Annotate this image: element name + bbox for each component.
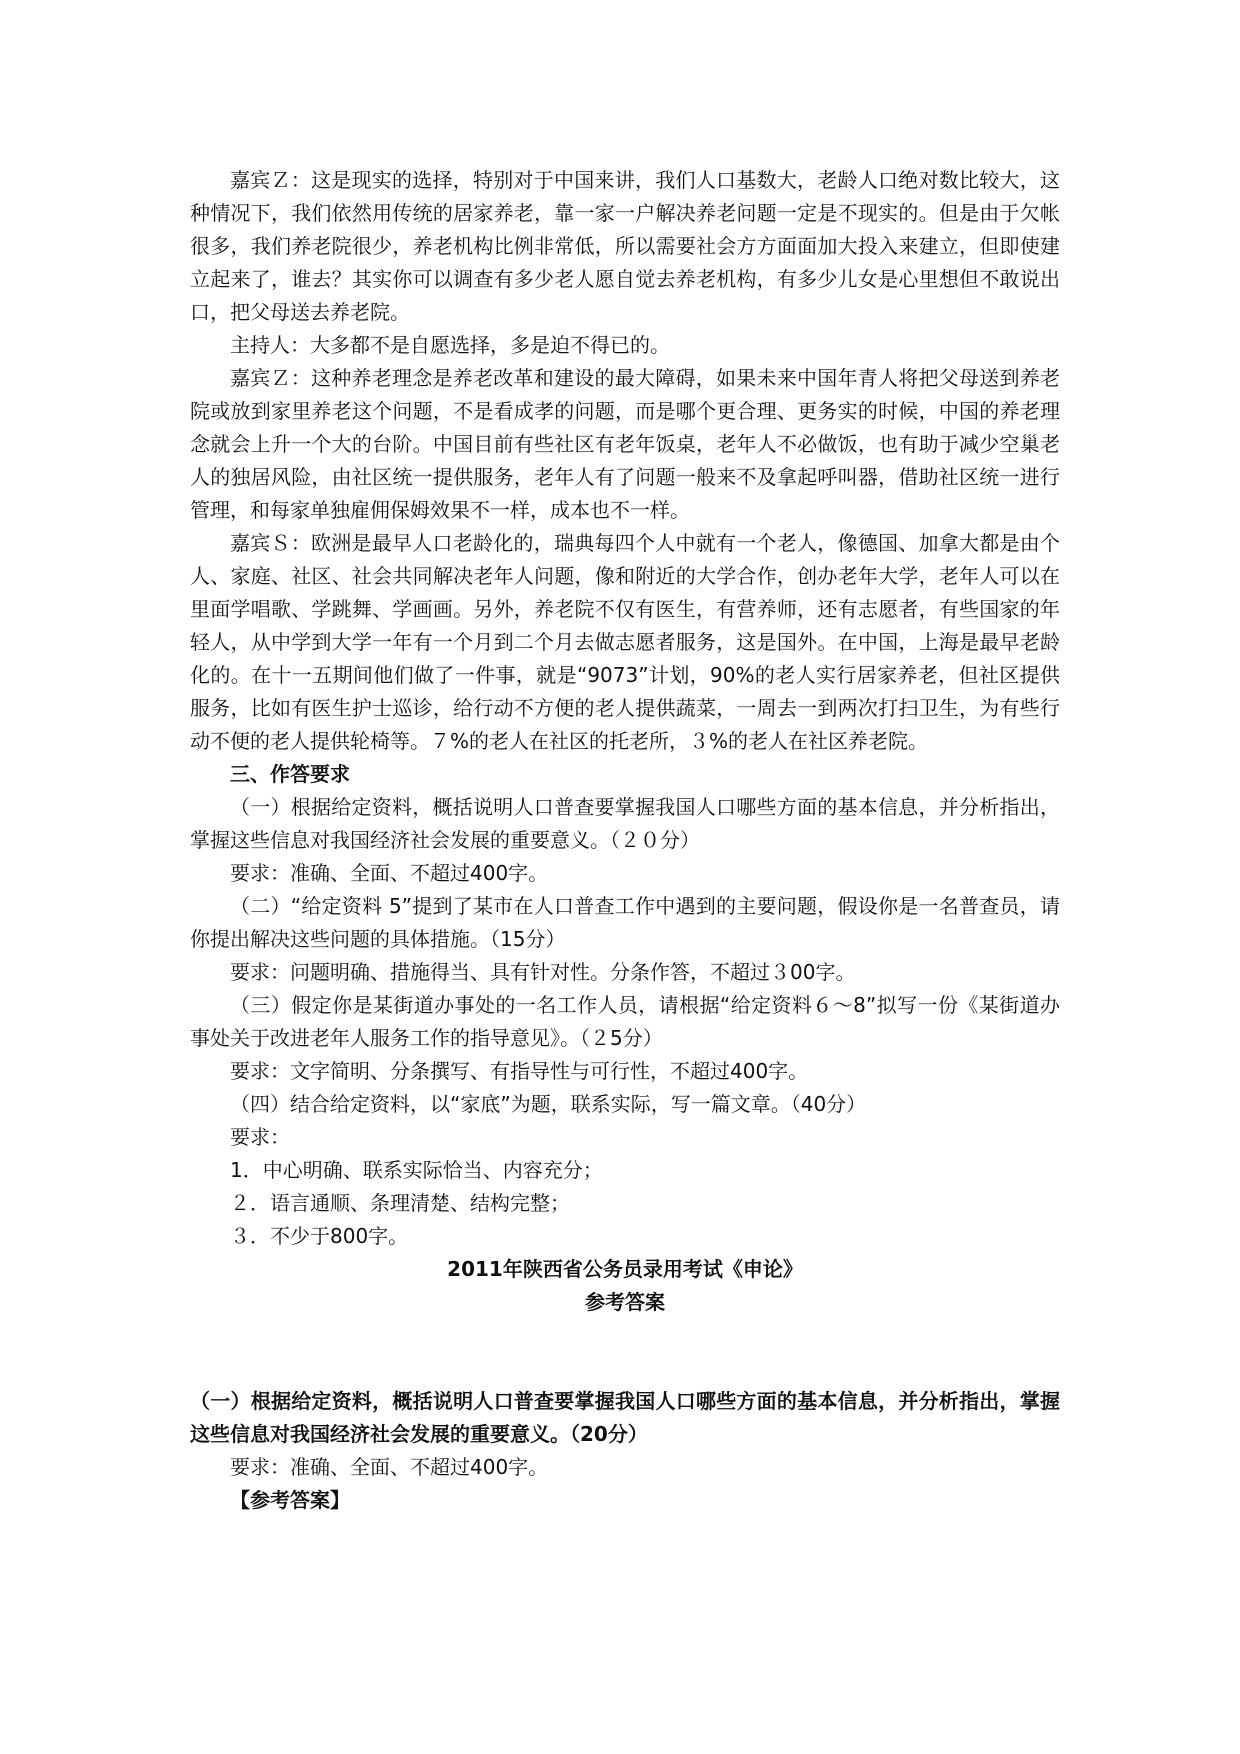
- answer-subtitle: 参考答案: [585, 1290, 665, 1314]
- requirement-q4: （四）结合给定资料，以“家底”为题，联系实际，写一篇文章。（40分）: [230, 1092, 867, 1116]
- requirement-q4-note: 要求：: [230, 1125, 290, 1149]
- requirement-q4-item-1: 1．中心明确、联系实际恰当、内容充分；: [230, 1158, 603, 1182]
- requirement-q3: （三）假定你是某街道办事处的一名工作人员，请根据“给定资料６～8”拟写一份《某街道办事处关于改进老年人服务工作的指导意见》。（２5分）: [190, 993, 1060, 1050]
- requirement-q3-note: 要求：文字简明、分条撰写、有指导性与可行性，不超过400字。: [230, 1059, 809, 1083]
- section-heading: 三、作答要求: [230, 762, 350, 786]
- answer-question: （一）根据给定资料，概括说明人口普查要掌握我国人口哪些方面的基本信息，并分析指出，掌握这些信息对我国经济社会发展的重要意义。（20分）: [190, 1389, 1060, 1446]
- paragraph-guest-z-1: 嘉宾Ｚ：这是现实的选择，特别对于中国来讲，我们人口基数大，老龄人口绝对数比较大，这种情况下，我们依然用传统的居家养老，靠一家一户解决养老问题一定是不现实的。但是由于欠帐很多，我们养老院很少，养老机构比例非常低，所以需要社会方方面面加大投入来建立，但即使建立起来了，谁去？其实你可以调查有多少老人愿自觉去养老机构，有多少儿女是心里想但不敢说出口，把父母送去养老院。: [190, 168, 1060, 324]
- answer-title: 2011年陕西省公务员录用考试《申论》: [447, 1257, 803, 1281]
- spacer: [190, 1319, 1060, 1385]
- requirement-q1-note: 要求：准确、全面、不超过400字。: [230, 861, 549, 885]
- answer-label: 【参考答案】: [230, 1488, 350, 1512]
- paragraph-host: 主持人：大多都不是自愿选择，多是迫不得已的。: [230, 333, 670, 357]
- requirement-q1: （一）根据给定资料，概括说明人口普查要掌握我国人口哪些方面的基本信息，并分析指出，掌握这些信息对我国经济社会发展的重要意义。（２０分）: [190, 795, 1060, 852]
- requirement-q4-item-2: ２．语言通顺、条理清楚、结构完整；: [230, 1191, 570, 1215]
- paragraph-guest-z-2: 嘉宾Ｚ：这种养老理念是养老改革和建设的最大障碍，如果未来中国年青人将把父母送到养老院或放到家里养老这个问题，不是看成孝的问题，而是哪个更合理、更务实的时候，中国的养老理念就会上升一个大的台阶。中国目前有些社区有老年饭桌，老年人不必做饭，也有助于减少空巢老人的独居风险，由社区统一提供服务，老年人有了问题一般来不及拿起呼叫器，借助社区统一进行管理，和每家单独雇佣保姆效果不一样，成本也不一样。: [190, 366, 1060, 522]
- requirement-q2-note: 要求：问题明确、措施得当、具有针对性。分条作答，不超过３00字。: [230, 960, 856, 984]
- requirement-q2: （二）“给定资料 5”提到了某市在人口普查工作中遇到的主要问题，假设你是一名普查员，请你提出解决这些问题的具体措施。（15分）: [190, 894, 1060, 951]
- requirement-q4-item-3: ３．不少于800字。: [230, 1224, 409, 1248]
- paragraph-guest-s: 嘉宾Ｓ：欧洲是最早人口老龄化的，瑞典每四个人中就有一个老人，像德国、加拿大都是由个人、家庭、社区、社会共同解决老年人问题，像和附近的大学合作，创办老年大学，老年人可以在里面学唱歌、学跳舞、学画画。另外，养老院不仅有医生，有营养师，还有志愿者，有些国家的年轻人，从中学到大学一年有一个月到二个月去做志愿者服务，这是国外。在中国，上海是最早老龄化的。在十一五期间他们做了一件事，就是“9073”计划，90%的老人实行居家养老，但社区提供服务，比如有医生护士巡诊，给行动不方便的老人提供蔬菜，一周去一到两次打扫卫生，为有些行动不便的老人提供轮椅等。７%的老人在社区的托老所，３%的老人在社区养老院。: [190, 531, 1060, 753]
- answer-requirement: 要求：准确、全面、不超过400字。: [230, 1455, 549, 1479]
- document-page: [190, 164, 1060, 1517]
